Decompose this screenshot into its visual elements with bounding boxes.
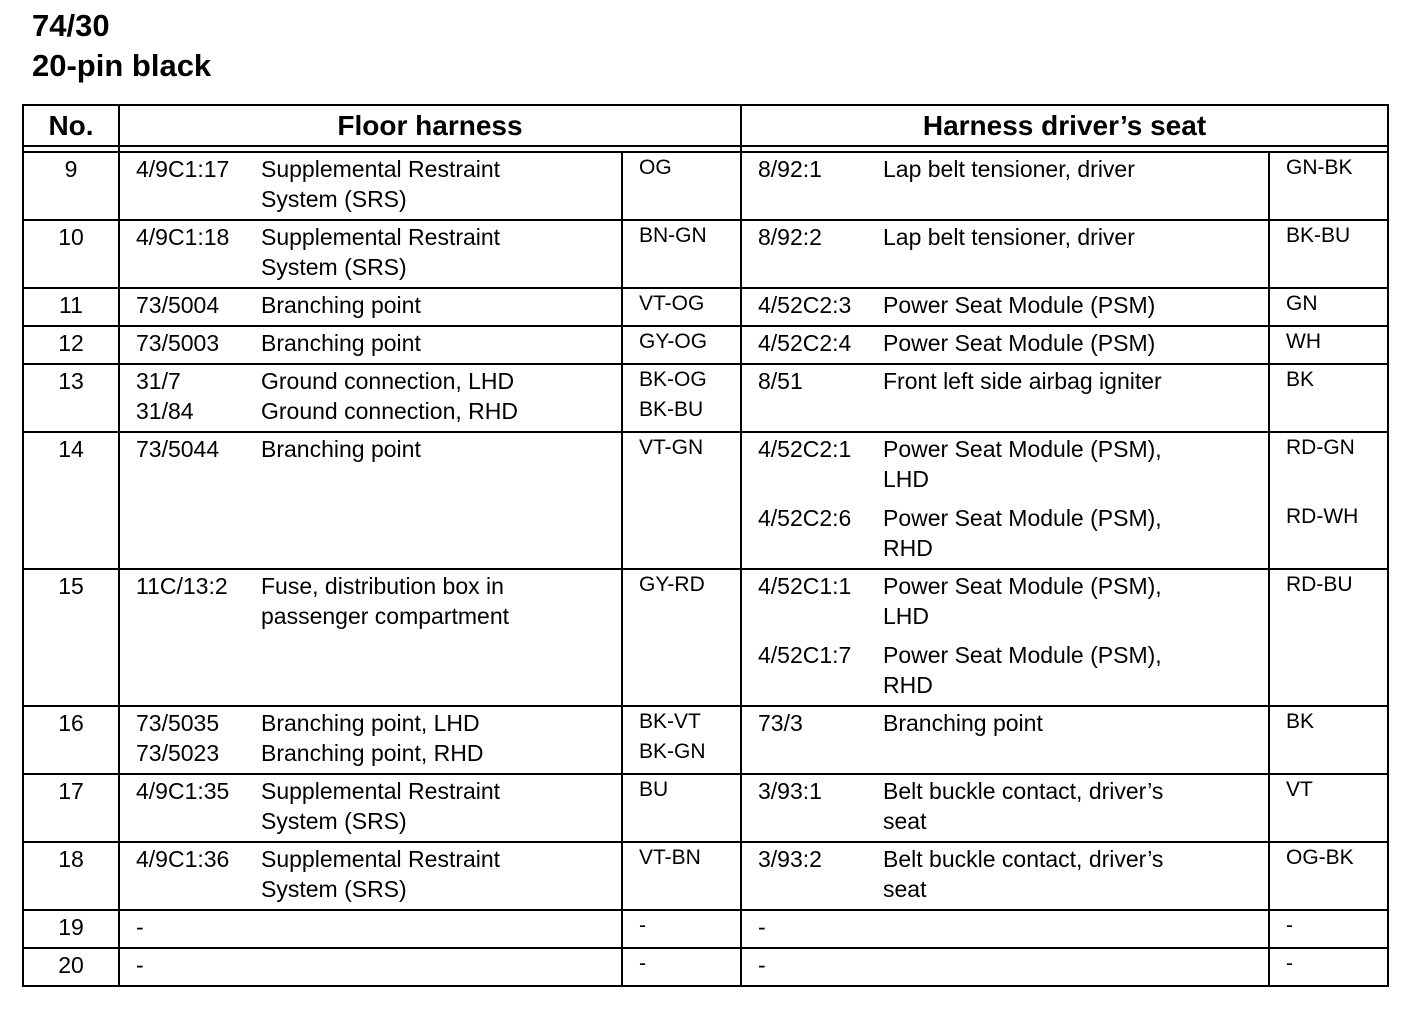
floor-code-cell — [119, 432, 261, 569]
seat-code-cell — [741, 152, 883, 220]
spacer — [758, 494, 883, 503]
seat-wire-color: OG-BK — [1286, 846, 1354, 869]
seat-desc-cell — [883, 326, 1269, 364]
floor-wire-color: BK-GN — [639, 740, 706, 763]
spacer — [758, 670, 883, 700]
seat-code: 8/92:2 — [758, 224, 822, 250]
floor-color-cell — [622, 774, 741, 842]
seat-color-cell — [1269, 220, 1388, 288]
floor-desc: Supplemental Restraint — [261, 846, 501, 872]
pin-number: 13 — [23, 364, 119, 432]
floor-wire-color: VT-GN — [639, 436, 704, 459]
seat-wire-color: - — [1286, 914, 1293, 937]
seat-color-cell — [1269, 432, 1388, 569]
seat-desc-cell — [883, 774, 1269, 842]
floor-code: 73/5023 — [136, 740, 220, 766]
pin-number: 9 — [23, 152, 119, 220]
spacer — [758, 631, 883, 640]
floor-desc-cell — [261, 910, 622, 948]
seat-color-cell — [1269, 910, 1388, 948]
seat-wire-color: RD-WH — [1286, 505, 1359, 528]
table-header — [23, 105, 1388, 146]
seat-code-cell — [741, 774, 883, 842]
floor-desc: System (SRS) — [261, 254, 407, 280]
table-row — [23, 220, 1388, 288]
floor-desc-cell — [261, 326, 622, 364]
floor-desc: Branching point — [261, 330, 421, 356]
floor-color-cell — [622, 326, 741, 364]
floor-code-cell — [119, 842, 261, 910]
header-no: No. — [23, 105, 119, 146]
floor-code-cell — [119, 326, 261, 364]
seat-desc — [883, 912, 1268, 942]
floor-code-cell — [119, 364, 261, 432]
table-row — [23, 910, 1388, 948]
seat-desc: Power Seat Module (PSM) — [883, 292, 1156, 318]
seat-code-cell — [741, 948, 883, 986]
spacer — [136, 806, 261, 836]
floor-code-cell — [119, 569, 261, 706]
floor-desc-cell — [261, 364, 622, 432]
spacer — [758, 601, 883, 631]
floor-color-cell — [622, 152, 741, 220]
floor-desc-cell — [261, 569, 622, 706]
seat-code-cell — [741, 220, 883, 288]
seat-code: 4/52C2:3 — [758, 292, 852, 318]
seat-wire-color: BK — [1286, 368, 1315, 391]
floor-code: 4/9C1:17 — [136, 156, 230, 182]
seat-wire-color: BK-BU — [1286, 224, 1351, 247]
seat-code-cell — [741, 288, 883, 326]
spacer — [883, 631, 1268, 640]
floor-desc: System (SRS) — [261, 876, 407, 902]
table-row — [23, 842, 1388, 910]
seat-wire-color: GN — [1286, 292, 1318, 315]
floor-code: 73/5035 — [136, 710, 220, 736]
seat-color-cell — [1269, 774, 1388, 842]
spacer — [758, 464, 883, 494]
pin-number: 20 — [23, 948, 119, 986]
floor-desc: Ground connection, LHD — [261, 368, 515, 394]
floor-color-cell — [622, 842, 741, 910]
table-row — [23, 774, 1388, 842]
floor-wire-color: - — [639, 952, 646, 975]
floor-code-cell — [119, 152, 261, 220]
floor-desc-cell — [261, 288, 622, 326]
seat-desc-cell — [883, 842, 1269, 910]
floor-color-cell — [622, 706, 741, 774]
seat-wire-color: VT — [1286, 778, 1313, 801]
spacer — [136, 252, 261, 282]
table-row — [23, 569, 1388, 706]
spacer — [758, 806, 883, 836]
table-row — [23, 326, 1388, 364]
seat-color-cell — [1269, 569, 1388, 706]
seat-code: 4/52C2:4 — [758, 330, 852, 356]
floor-desc: Ground connection, RHD — [261, 398, 518, 424]
seat-code-cell — [741, 569, 883, 706]
floor-desc-cell — [261, 432, 622, 569]
seat-desc: Belt buckle contact, driver’s — [883, 846, 1164, 872]
floor-code: 11C/13:2 — [136, 573, 228, 599]
seat-desc: Power Seat Module (PSM), — [883, 505, 1162, 531]
pin-number: 15 — [23, 569, 119, 706]
floor-code-cell — [119, 706, 261, 774]
floor-wire-color: GY-RD — [639, 573, 705, 596]
seat-color-cell — [1269, 364, 1388, 432]
floor-color-cell — [622, 364, 741, 432]
pin-number: 19 — [23, 910, 119, 948]
pin-number: 11 — [23, 288, 119, 326]
seat-desc-cell — [883, 706, 1269, 774]
seat-desc-cell — [883, 432, 1269, 569]
seat-desc: seat — [883, 808, 927, 834]
seat-desc: Branching point — [883, 710, 1043, 736]
spacer — [758, 874, 883, 904]
seat-code: 73/3 — [758, 710, 803, 736]
seat-code: 4/52C2:1 — [758, 436, 852, 462]
floor-desc-cell — [261, 152, 622, 220]
floor-desc: Supplemental Restraint — [261, 224, 501, 250]
floor-color-cell — [622, 220, 741, 288]
floor-desc: Supplemental Restraint — [261, 778, 501, 804]
seat-desc: LHD — [883, 603, 930, 629]
seat-desc: Power Seat Module (PSM), — [883, 436, 1162, 462]
seat-desc: Lap belt tensioner, driver — [883, 224, 1135, 250]
seat-code: 8/92:1 — [758, 156, 822, 182]
seat-desc: RHD — [883, 535, 933, 561]
floor-wire-color: GY-OG — [639, 330, 708, 353]
seat-desc: Power Seat Module (PSM), — [883, 573, 1162, 599]
table-row — [23, 432, 1388, 569]
floor-code: 31/84 — [136, 398, 194, 424]
floor-desc — [261, 912, 621, 942]
seat-color-cell — [1269, 706, 1388, 774]
floor-color-cell — [622, 432, 741, 569]
pin-number: 14 — [23, 432, 119, 569]
pin-number: 12 — [23, 326, 119, 364]
seat-desc-cell — [883, 152, 1269, 220]
connector-description: 20-pin black — [32, 48, 212, 83]
floor-wire-color: VT-BN — [639, 846, 701, 869]
seat-desc-cell — [883, 948, 1269, 986]
spacer — [136, 601, 261, 631]
floor-color-cell — [622, 948, 741, 986]
floor-code: 31/7 — [136, 368, 181, 394]
floor-desc: Branching point — [261, 292, 421, 318]
pin-number: 18 — [23, 842, 119, 910]
floor-code: 73/5004 — [136, 292, 220, 318]
seat-desc: Belt buckle contact, driver’s — [883, 778, 1164, 804]
pin-number: 16 — [23, 706, 119, 774]
seat-color-cell — [1269, 842, 1388, 910]
seat-wire-color: GN-BK — [1286, 156, 1353, 179]
floor-desc: Branching point, RHD — [261, 740, 484, 766]
floor-code: - — [136, 952, 144, 978]
seat-code: 4/52C2:6 — [758, 505, 852, 531]
floor-desc: passenger compartment — [261, 603, 510, 629]
floor-code: - — [136, 914, 144, 940]
spacer — [136, 184, 261, 214]
seat-code-cell — [741, 910, 883, 948]
floor-wire-color: BK-BU — [639, 398, 704, 421]
floor-code-cell — [119, 948, 261, 986]
seat-desc: Front left side airbag igniter — [883, 368, 1162, 394]
seat-desc-cell — [883, 288, 1269, 326]
table-body — [23, 152, 1388, 986]
spacer — [758, 533, 883, 563]
seat-code-cell — [741, 364, 883, 432]
seat-desc: LHD — [883, 466, 930, 492]
seat-code: - — [758, 914, 766, 940]
floor-color-cell — [622, 910, 741, 948]
floor-wire-color: BK-OG — [639, 368, 707, 391]
floor-wire-color: BU — [639, 778, 669, 801]
seat-color-cell — [1269, 152, 1388, 220]
seat-desc: seat — [883, 876, 927, 902]
floor-wire-color: - — [639, 914, 646, 937]
floor-color-cell — [622, 569, 741, 706]
floor-code-cell — [119, 288, 261, 326]
seat-code: 3/93:1 — [758, 778, 822, 804]
floor-code: 73/5044 — [136, 436, 220, 462]
floor-desc: Fuse, distribution box in — [261, 573, 504, 599]
header-floor-harness: Floor harness — [119, 105, 741, 146]
seat-code: 3/93:2 — [758, 846, 822, 872]
spacer — [136, 874, 261, 904]
floor-desc-cell — [261, 220, 622, 288]
seat-color-cell — [1269, 326, 1388, 364]
seat-color-cell — [1269, 288, 1388, 326]
floor-code-cell — [119, 220, 261, 288]
seat-code-cell — [741, 432, 883, 569]
seat-color-cell — [1269, 948, 1388, 986]
table-row — [23, 706, 1388, 774]
seat-wire-color: RD-BU — [1286, 573, 1353, 596]
seat-code: - — [758, 952, 766, 978]
floor-desc-cell — [261, 774, 622, 842]
floor-desc: System (SRS) — [261, 808, 407, 834]
floor-code: 4/9C1:35 — [136, 778, 230, 804]
table-row — [23, 152, 1388, 220]
floor-desc: System (SRS) — [261, 186, 407, 212]
pin-table — [22, 104, 1389, 987]
table-row — [23, 364, 1388, 432]
seat-desc-cell — [883, 910, 1269, 948]
floor-desc-cell — [261, 706, 622, 774]
floor-desc-cell — [261, 842, 622, 910]
floor-code: 4/9C1:18 — [136, 224, 230, 250]
seat-wire-color: WH — [1286, 330, 1321, 353]
table-row — [23, 288, 1388, 326]
seat-desc: RHD — [883, 672, 933, 698]
floor-wire-color: BN-GN — [639, 224, 707, 247]
pin-number: 17 — [23, 774, 119, 842]
seat-code-cell — [741, 706, 883, 774]
floor-desc: Branching point, LHD — [261, 710, 480, 736]
seat-desc-cell — [883, 569, 1269, 706]
seat-wire-color: RD-GN — [1286, 436, 1355, 459]
seat-desc — [883, 950, 1268, 980]
seat-desc: Power Seat Module (PSM), — [883, 642, 1162, 668]
seat-code-cell — [741, 326, 883, 364]
floor-wire-color: BK-VT — [639, 710, 701, 733]
floor-wire-color: VT-OG — [639, 292, 705, 315]
seat-desc: Lap belt tensioner, driver — [883, 156, 1135, 182]
seat-code: 8/51 — [758, 368, 803, 394]
seat-code: 4/52C1:1 — [758, 573, 852, 599]
seat-code-cell — [741, 842, 883, 910]
pin-number: 10 — [23, 220, 119, 288]
connector-id: 74/30 — [32, 8, 110, 43]
floor-code: 4/9C1:36 — [136, 846, 230, 872]
floor-wire-color: OG — [639, 156, 672, 179]
spacer — [883, 494, 1268, 503]
floor-desc: Supplemental Restraint — [261, 156, 501, 182]
floor-color-cell — [622, 288, 741, 326]
seat-code: 4/52C1:7 — [758, 642, 852, 668]
floor-desc — [261, 950, 621, 980]
seat-desc-cell — [883, 364, 1269, 432]
header-seat-harness: Harness driver’s seat — [741, 105, 1388, 146]
seat-desc-cell — [883, 220, 1269, 288]
table-row — [23, 948, 1388, 986]
seat-wire-color: BK — [1286, 710, 1315, 733]
floor-code-cell — [119, 774, 261, 842]
floor-code-cell — [119, 910, 261, 948]
seat-wire-color: - — [1286, 952, 1293, 975]
seat-desc: Power Seat Module (PSM) — [883, 330, 1156, 356]
floor-desc: Branching point — [261, 436, 421, 462]
floor-desc-cell — [261, 948, 622, 986]
floor-code: 73/5003 — [136, 330, 220, 356]
